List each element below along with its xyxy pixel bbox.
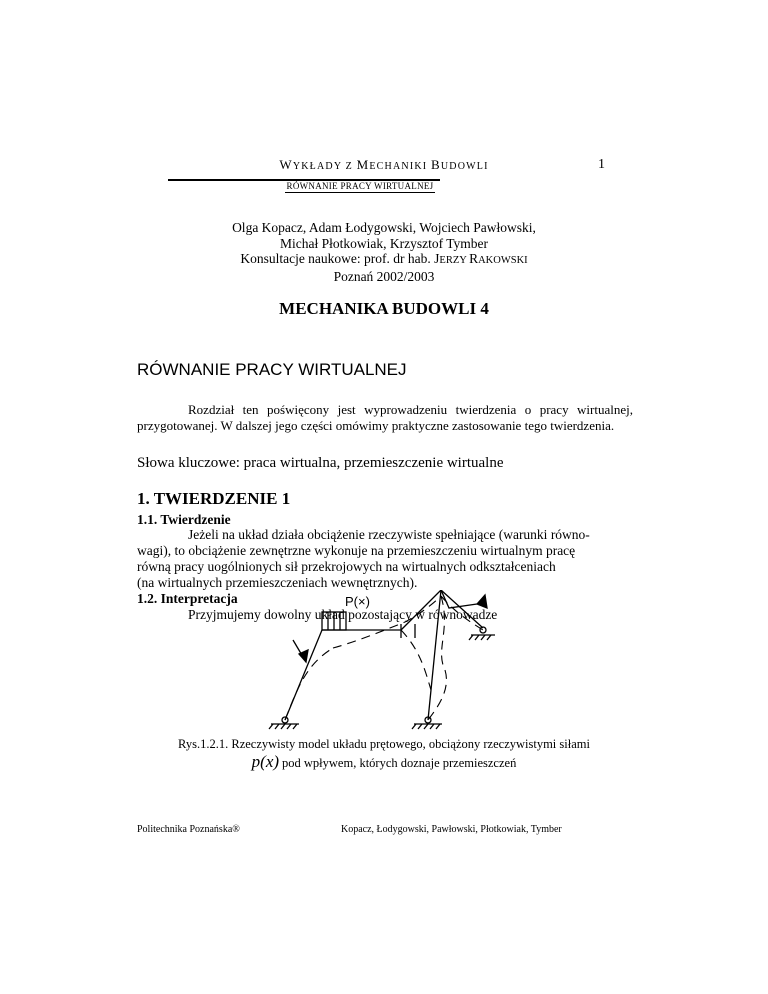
theorem-line-2: wagi), to obciążenie zewnętrzne wykonuje na przemieszczeniu wirtualnym pracę [137, 543, 576, 558]
authors-line-2: Michał Płotkowiak, Krzysztof Tymber [279, 235, 489, 251]
deformed-strut [441, 596, 483, 630]
beam-right [401, 590, 441, 630]
figure-caption-line-1: Rys.1.2.1. Rzeczywisty model układu prętowego, obciążony rzeczywistymi siłami [178, 737, 590, 751]
subsection-heading-theorem: 1.1. Twierdzenie [137, 512, 231, 527]
right-strut [441, 590, 483, 628]
left-column [285, 630, 322, 720]
consultation-line: Konsultacje naukowe: prof. dr hab. JERZY RAKOWSKI [240, 251, 528, 266]
section-title: RÓWNANIE PRACY WIRTUALNEJ [137, 360, 407, 379]
interpretation-text: Przyjmujemy dowolny układ pozostający w równowadze [188, 607, 498, 622]
load-label: P(×) [345, 594, 370, 609]
subsection-heading-interpretation: 1.2. Interpretacja [137, 591, 238, 606]
deformed-diagonal [401, 630, 431, 690]
author-block [0, 220, 768, 284]
abstract-paragraph: Rozdział ten poświęcony jest wyprowadzeniu twierdzenia o pracy wirtualnej, przygotowanej. W dalszej jego części omówimy praktyczne zastosowanie tego twierdzenia. [137, 402, 633, 433]
footer-institution: Politechnika Poznańska® [137, 824, 240, 835]
running-header-title: WYKŁADY Z MECHANIKI BUDOWLI [279, 157, 489, 172]
moment-arrow [441, 590, 477, 608]
frame-structure-figure [255, 590, 515, 730]
keywords-line: Słowa kluczowe: praca wirtualna, przemieszczenie wirtualne [137, 455, 504, 471]
theorem-line-3: równą pracy uogólnionych sił przekrojowych na wirtualnych odkształceniach [137, 559, 556, 574]
page-number: 1 [598, 157, 605, 172]
document-title: MECHANIKA BUDOWLI 4 [279, 299, 489, 318]
running-header-subtitle: RÓWNANIE PRACY WIRTUALNEJ [286, 181, 434, 191]
theorem-line-1: Jeżeli na układ działa obciążenie rzeczywiste spełniające (warunki równo- [188, 527, 590, 542]
middle-support [412, 717, 442, 729]
deformed-left-column [285, 648, 333, 720]
place-date-line: Poznań 2002/2003 [333, 268, 435, 284]
theorem-paragraph [137, 527, 627, 591]
left-support [269, 717, 299, 729]
right-column [428, 590, 441, 720]
figure-caption-line-2: p(x) pod wpływem, których doznaje przemieszczeń [251, 752, 517, 771]
footer-authors: Kopacz, Łodygowski, Pawłowski, Płotkowiak, Tymber [341, 824, 562, 835]
chapter-heading: 1. TWIERDZENIE 1 [137, 489, 291, 508]
theorem-line-4: (na wirtualnych przemieszczeniach wewnętrznych). [137, 575, 418, 590]
deformed-right-column [428, 596, 446, 720]
caption-math: p(x) [251, 752, 280, 771]
authors-line-1: Olga Kopacz, Adam Łodygowski, Wojciech Pawłowski, [232, 220, 536, 235]
